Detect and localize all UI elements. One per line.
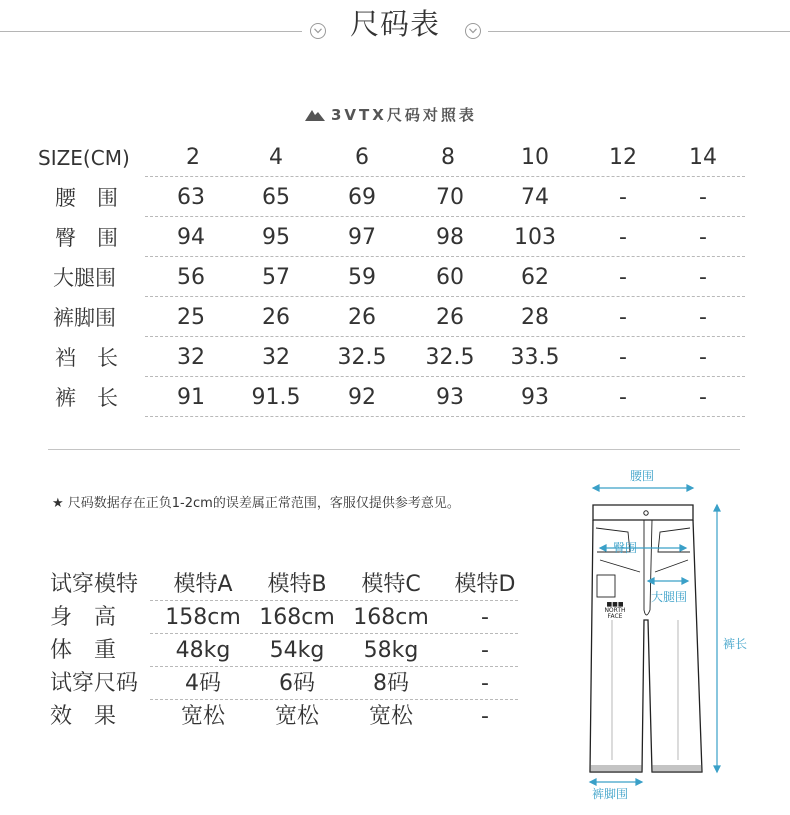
model-row-label: 体 重 <box>50 638 117 663</box>
pants-measurement-diagram <box>560 460 790 811</box>
size-header-cell: 4 <box>269 145 283 170</box>
model-cell: 宽松 <box>180 704 225 729</box>
row-divider <box>145 376 745 377</box>
size-cell: 32 <box>177 345 205 370</box>
model-cell: 58kg <box>363 638 419 663</box>
size-disclaimer-note: ★ 尺码数据存在正负1-2cm的误差属正常范围，客服仅提供参考意见。 <box>52 496 460 511</box>
size-table-row <box>0 303 790 343</box>
size-cell: 97 <box>348 225 376 250</box>
size-cell: 69 <box>348 185 376 210</box>
model-cell: 8码 <box>373 671 409 696</box>
model-cell: 168cm <box>353 605 429 630</box>
size-cell: - <box>699 185 707 210</box>
size-cell: 94 <box>177 225 205 250</box>
model-row-label: 身 高 <box>50 605 117 630</box>
model-header-cell: 模特A <box>173 572 233 597</box>
model-header-cell: 模特D <box>454 572 516 597</box>
size-cell: 32.5 <box>425 345 475 370</box>
size-cell: 98 <box>436 225 464 250</box>
size-cell: - <box>619 345 627 370</box>
row-divider <box>145 256 745 257</box>
size-cell: - <box>699 345 707 370</box>
model-table-row <box>0 703 560 736</box>
row-label: 裆 长 <box>55 346 118 370</box>
size-cell: - <box>619 265 627 290</box>
size-header-cell: 14 <box>689 145 717 170</box>
row-label: 裤脚围 <box>53 306 116 330</box>
row-divider <box>145 176 745 177</box>
row-divider <box>145 296 745 297</box>
model-table-row <box>0 637 560 670</box>
hem-measure-label: 裤脚围 <box>592 787 629 801</box>
row-label: 裤 长 <box>55 386 118 410</box>
row-label: 腰 围 <box>55 186 118 210</box>
model-table-row <box>0 604 560 637</box>
model-cell: - <box>481 605 489 630</box>
model-cell: 宽松 <box>274 704 319 729</box>
model-cell: 54kg <box>269 638 325 663</box>
model-row-label: 试穿尺码 <box>50 671 139 696</box>
size-table-row <box>0 183 790 223</box>
size-cell: 63 <box>177 185 205 210</box>
size-cell: 95 <box>262 225 290 250</box>
page-title: 尺码表 <box>349 7 440 41</box>
length-measure-label: 裤长 <box>723 637 748 651</box>
row-divider <box>145 336 745 337</box>
thigh-measure-label: 大腿围 <box>651 590 688 604</box>
mountain-icon <box>305 108 325 121</box>
size-cell: - <box>619 385 627 410</box>
row-divider <box>150 633 518 634</box>
size-cell: - <box>619 185 627 210</box>
model-row-label: 效 果 <box>50 704 117 729</box>
model-cell: 48kg <box>175 638 231 663</box>
size-cell: 93 <box>521 385 549 410</box>
size-cell: 33.5 <box>510 345 560 370</box>
section-divider <box>48 449 740 450</box>
model-cell: - <box>481 671 489 696</box>
size-cell: 103 <box>514 225 556 250</box>
row-divider <box>145 216 745 217</box>
size-cell: 74 <box>521 185 549 210</box>
model-table-header-row <box>0 571 560 604</box>
size-cell: 91 <box>177 385 205 410</box>
model-cell: 158cm <box>165 605 241 630</box>
brand-logo: ■■■ NORTH FACE <box>604 601 626 620</box>
size-header-cell: 8 <box>441 145 455 170</box>
size-cell: 26 <box>436 305 464 330</box>
size-table-row <box>0 223 790 263</box>
size-table-row <box>0 383 790 423</box>
row-label: 臀 围 <box>55 226 118 250</box>
size-cell: 91.5 <box>251 385 301 410</box>
model-cell: 6码 <box>279 671 315 696</box>
model-cell: 宽松 <box>368 704 413 729</box>
model-cell: - <box>481 638 489 663</box>
size-cell: 59 <box>348 265 376 290</box>
model-header-cell: 模特B <box>267 572 327 597</box>
size-header-cell: 6 <box>355 145 369 170</box>
size-cell: - <box>619 225 627 250</box>
size-cell: 70 <box>436 185 464 210</box>
model-table-row <box>0 670 560 703</box>
size-cell: 93 <box>436 385 464 410</box>
size-cell: - <box>699 385 707 410</box>
size-header-cell: 2 <box>186 145 200 170</box>
size-table-row <box>0 263 790 303</box>
hip-measure-label: 臀围 <box>613 541 638 555</box>
size-cell: 92 <box>348 385 376 410</box>
size-header-cell: 10 <box>521 145 549 170</box>
row-divider <box>150 699 518 700</box>
header-rule-right <box>488 31 790 32</box>
size-cell: - <box>699 225 707 250</box>
size-cell: 26 <box>348 305 376 330</box>
size-cell: 32.5 <box>337 345 387 370</box>
size-cell: - <box>619 305 627 330</box>
model-cell: - <box>481 704 489 729</box>
size-cell: 28 <box>521 305 549 330</box>
model-header-label: 试穿模特 <box>50 572 139 597</box>
waist-measure-label: 腰围 <box>630 469 655 483</box>
size-cell: 62 <box>521 265 549 290</box>
model-cell: 4码 <box>185 671 221 696</box>
row-divider <box>145 416 745 417</box>
size-cell: 26 <box>262 305 290 330</box>
size-cell: 25 <box>177 305 205 330</box>
row-label: 大腿围 <box>53 266 116 290</box>
size-header-label: SIZE(CM) <box>38 146 130 170</box>
size-table-header-row <box>0 143 790 183</box>
size-cell: 57 <box>262 265 290 290</box>
model-header-cell: 模特C <box>361 572 421 597</box>
subtitle-text: 3VTX尺码对照表 <box>331 106 477 124</box>
size-cell: 60 <box>436 265 464 290</box>
size-cell: - <box>699 305 707 330</box>
row-divider <box>150 600 518 601</box>
pants-outline-illustration <box>560 460 790 811</box>
row-divider <box>150 666 518 667</box>
size-table-row <box>0 343 790 383</box>
chevron-down-circle-icon <box>465 23 481 39</box>
model-cell: 168cm <box>259 605 335 630</box>
size-chart-subtitle <box>305 104 477 125</box>
size-cell: 56 <box>177 265 205 290</box>
size-header-cell: 12 <box>609 145 637 170</box>
size-cell: - <box>699 265 707 290</box>
size-cell: 32 <box>262 345 290 370</box>
size-cell: 65 <box>262 185 290 210</box>
